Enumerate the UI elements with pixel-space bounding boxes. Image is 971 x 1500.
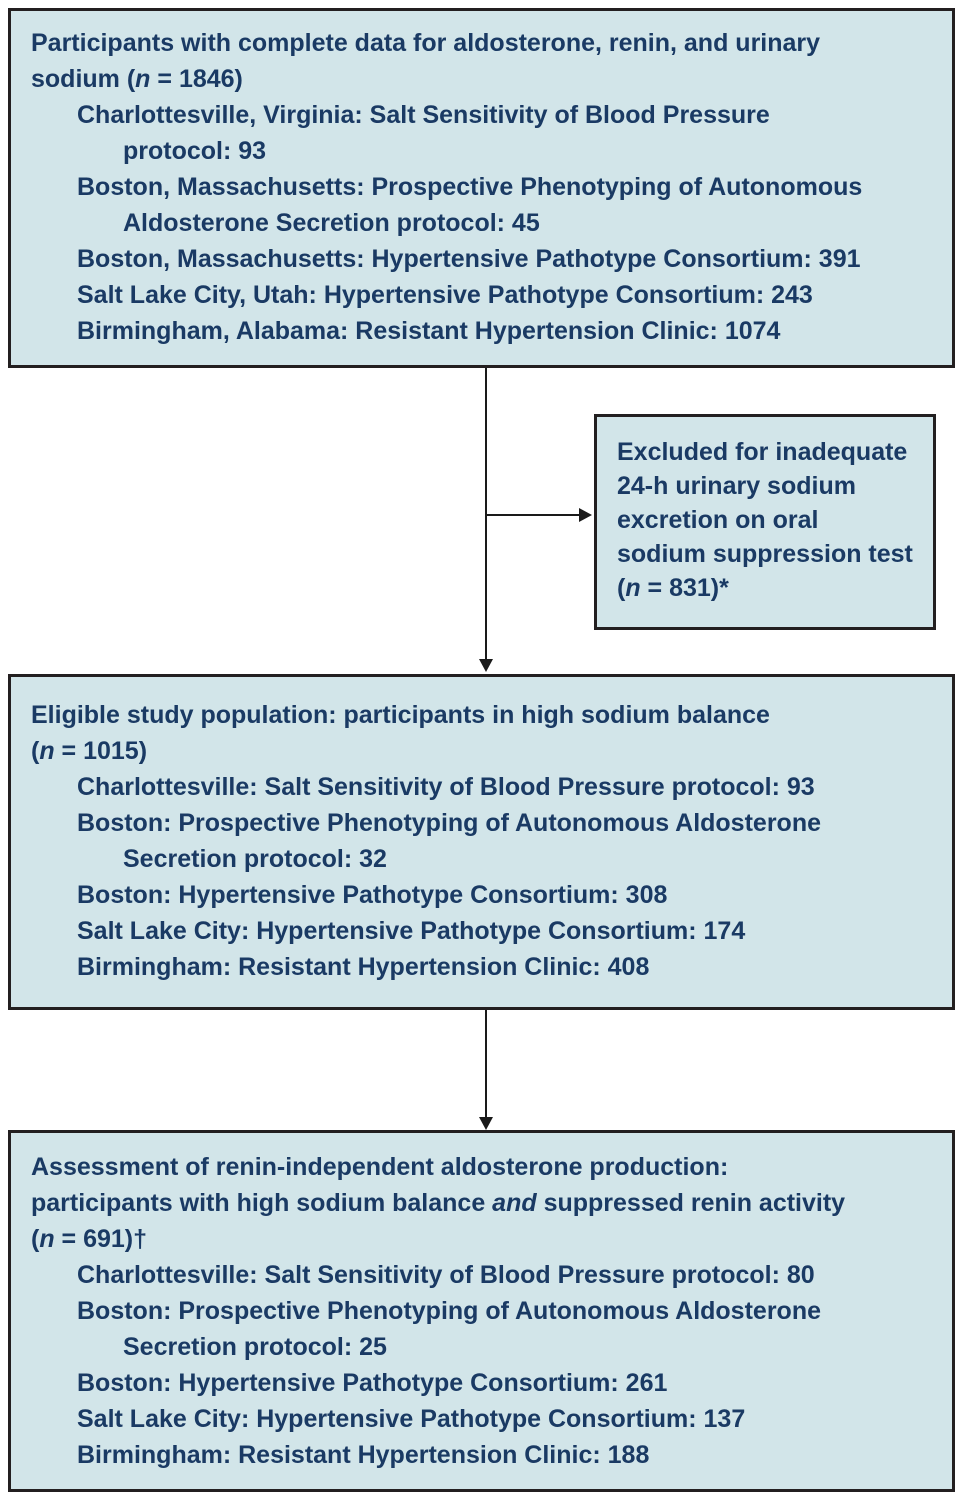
text-line — [31, 61, 932, 97]
text-run: participants with high sodium balance — [31, 1189, 493, 1217]
text-run: Eligible study population: participants in high sodium balance — [31, 701, 770, 729]
text-run: suppressed renin activity — [536, 1189, 846, 1217]
box-complete-data-population — [8, 8, 955, 368]
text-run: Participants with complete data for aldosterone, renin, and urinary — [31, 29, 821, 57]
text-line — [77, 1365, 932, 1401]
text-run: Boston, Massachusetts: Prospective Phenotyping of Autonomous — [77, 173, 863, 201]
italic-text-run: n — [135, 65, 151, 93]
text-line — [77, 313, 932, 349]
text-run: ( — [617, 574, 626, 602]
text-line — [617, 469, 913, 503]
text-run: Boston, Massachusetts: Hypertensive Pathotype Consortium: 391 — [77, 245, 861, 273]
text-run: ( — [31, 1225, 40, 1253]
text-line — [123, 841, 932, 877]
text-run: Boston: Hypertensive Pathotype Consortium: 261 — [77, 1369, 668, 1397]
text-line — [617, 435, 913, 469]
text-run: Charlottesville, Virginia: Salt Sensitivity of Blood Pressure — [77, 101, 770, 129]
box-excluded — [594, 414, 936, 630]
text-line — [123, 133, 932, 169]
text-line — [77, 97, 932, 133]
italic-text-run: n — [625, 574, 641, 602]
text-line — [31, 1221, 932, 1257]
italic-text-run: n — [39, 737, 55, 765]
text-line — [77, 1257, 932, 1293]
text-line — [31, 697, 932, 733]
text-line — [31, 733, 932, 769]
text-line — [77, 169, 932, 205]
text-line — [77, 1437, 932, 1473]
text-run: = 1015) — [54, 737, 148, 765]
text-run: Charlottesville: Salt Sensitivity of Blood Pressure protocol: 93 — [77, 773, 815, 801]
text-line — [31, 25, 932, 61]
text-run: Boston: Prospective Phenotyping of Autonomous Aldosterone — [77, 1297, 821, 1325]
text-run: Salt Lake City: Hypertensive Pathotype Consortium: 137 — [77, 1405, 746, 1433]
italic-text-run: n — [39, 1225, 55, 1253]
text-run: Birmingham: Resistant Hypertension Clinic: 408 — [77, 953, 650, 981]
text-line — [31, 1185, 932, 1221]
box-assessment-population — [8, 1130, 955, 1492]
text-run: Birmingham: Resistant Hypertension Clinic: 188 — [77, 1441, 650, 1469]
text-run: Boston: Prospective Phenotyping of Autonomous Aldosterone — [77, 809, 821, 837]
text-line — [123, 205, 932, 241]
text-run: = 691)† — [54, 1225, 148, 1253]
text-line — [617, 537, 913, 571]
text-run: sodium ( — [31, 65, 136, 93]
text-line — [77, 949, 932, 985]
text-line — [123, 1329, 932, 1365]
text-line — [77, 1401, 932, 1437]
text-run: excretion on oral — [617, 506, 819, 534]
text-run: sodium suppression test — [617, 540, 913, 568]
text-run: Salt Lake City, Utah: Hypertensive Pathotype Consortium: 243 — [77, 281, 813, 309]
text-run: Secretion protocol: 32 — [123, 845, 387, 873]
box-eligible-population — [8, 674, 955, 1010]
text-run: Birmingham, Alabama: Resistant Hypertension Clinic: 1074 — [77, 317, 781, 345]
text-line — [77, 1293, 932, 1329]
text-run: Excluded for inadequate — [617, 438, 908, 466]
text-line — [77, 277, 932, 313]
text-run: Charlottesville: Salt Sensitivity of Blood Pressure protocol: 80 — [77, 1261, 815, 1289]
text-run: Salt Lake City: Hypertensive Pathotype Consortium: 174 — [77, 917, 746, 945]
text-run: Assessment of renin-independent aldosterone production: — [31, 1153, 729, 1181]
text-line — [617, 571, 913, 605]
arrow-branch-shaft — [486, 514, 580, 516]
text-line — [77, 877, 932, 913]
text-line — [77, 241, 932, 277]
arrow-down-2-shaft — [485, 1010, 487, 1118]
text-line — [31, 1149, 932, 1185]
text-run: Aldosterone Secretion protocol: 45 — [123, 209, 540, 237]
arrow-branch-head — [579, 508, 592, 522]
text-run: Boston: Hypertensive Pathotype Consortium: 308 — [77, 881, 668, 909]
arrow-down-2-head — [479, 1117, 493, 1130]
text-run: 24-h urinary sodium — [617, 472, 856, 500]
text-run: ( — [31, 737, 40, 765]
text-run: = 831)* — [640, 574, 729, 602]
text-run: protocol: 93 — [123, 137, 267, 165]
italic-text-run: and — [492, 1189, 537, 1217]
text-line — [617, 503, 913, 537]
text-line — [77, 913, 932, 949]
text-run: = 1846) — [150, 65, 243, 93]
text-line — [77, 805, 932, 841]
arrow-down-1-head — [479, 659, 493, 672]
text-run: Secretion protocol: 25 — [123, 1333, 387, 1361]
text-line — [77, 769, 932, 805]
